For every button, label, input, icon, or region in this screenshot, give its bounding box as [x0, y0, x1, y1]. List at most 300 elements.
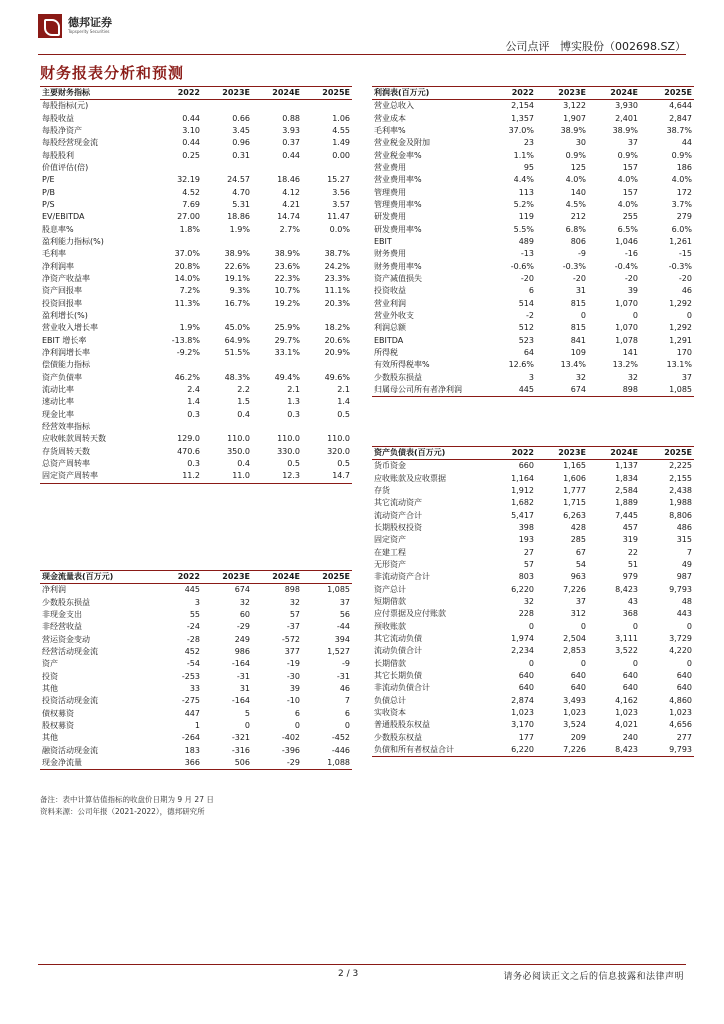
cell-value: 1,974	[511, 633, 534, 643]
table-row	[40, 744, 352, 756]
year-header: 2023E	[536, 447, 588, 460]
cell-value: 350.0	[227, 446, 250, 456]
cell-value	[252, 359, 302, 371]
cell-value: 64.9%	[224, 335, 250, 345]
cell-value: 172	[676, 187, 692, 197]
cell-value: 0	[244, 720, 250, 730]
cell-value: 0.5	[287, 459, 300, 469]
company-name: 博实股份（002698.SZ）	[559, 40, 686, 53]
cell-value: 0	[528, 658, 534, 668]
cell-value: -402	[281, 733, 300, 743]
cell-value: 32	[627, 372, 638, 382]
cell-value: -446	[331, 745, 350, 755]
cell-value: 38.9%	[560, 125, 586, 135]
cell-value: 33	[189, 683, 200, 693]
table-row	[40, 732, 352, 744]
table-row	[40, 670, 352, 682]
cell-value: 0.25	[182, 150, 200, 160]
cell-value: 8,423	[588, 744, 640, 757]
logo-name-en: Topsperity Securities	[68, 29, 110, 34]
table-row	[40, 322, 352, 334]
table-row	[40, 162, 352, 174]
cell-value: 46	[681, 286, 692, 296]
table-row	[372, 298, 694, 310]
table-row	[40, 248, 352, 260]
cell-value: 2.1	[337, 385, 350, 395]
row-label: 归属母公司所有者净利润	[372, 384, 484, 397]
cell-value: 31	[239, 683, 250, 693]
table-row	[372, 223, 694, 235]
table-header-row	[372, 87, 694, 100]
cell-value: 13.4%	[560, 360, 586, 370]
cell-value: 445	[184, 585, 200, 595]
cell-value: -20	[520, 273, 534, 283]
cell-value: 0.96	[232, 138, 250, 148]
table-row	[40, 347, 352, 359]
cell-value	[202, 359, 252, 371]
cell-value: 110.0	[227, 434, 250, 444]
cell-value: 979	[622, 572, 638, 582]
note-source: 资料来源：公司年报（2021-2022），德邦研究所	[40, 807, 205, 816]
cell-value: 49	[681, 559, 692, 569]
cell-value: 37.0%	[508, 125, 534, 135]
cell-value: 1,261	[669, 236, 692, 246]
cell-value: 14.7	[302, 470, 352, 483]
cell-value: 470.6	[177, 446, 200, 456]
cell-value: 0	[632, 311, 638, 321]
cell-value: 64	[523, 348, 534, 358]
cell-value: 1,023	[669, 708, 692, 718]
cell-value: 20.9%	[324, 348, 350, 358]
table-row	[372, 633, 694, 645]
year-header: 2024E	[252, 87, 302, 100]
cell-value: 0	[344, 720, 350, 730]
cell-value: 2.2	[237, 385, 250, 395]
table-row	[40, 470, 352, 483]
table-row	[40, 421, 352, 433]
table-row	[40, 100, 352, 113]
cell-value: 140	[570, 187, 586, 197]
row-label: 盈利增长(%)	[42, 311, 88, 321]
cell-value: 6,220	[511, 584, 534, 594]
row-label: 资产回报率	[42, 286, 82, 296]
cell-value: 32	[523, 596, 534, 606]
table-row	[372, 211, 694, 223]
cell-value: 14.74	[277, 212, 300, 222]
row-label: 每股经营现金流	[42, 138, 98, 148]
cell-value: 23	[523, 138, 534, 148]
row-label: 资产	[42, 659, 58, 669]
cell-value: 32	[239, 597, 250, 607]
table-row	[372, 670, 694, 682]
cell-value: 6.5%	[617, 224, 638, 234]
cell-value: 22.6%	[224, 261, 250, 271]
cell-value: 368	[622, 609, 638, 619]
row-label: 管理费用率%	[374, 199, 422, 209]
cell-value: 0.4	[237, 409, 250, 419]
table-row	[40, 446, 352, 458]
cell-value: 2,504	[563, 633, 586, 643]
row-label: 每股指标(元)	[42, 101, 89, 111]
cell-value: 0.9%	[671, 150, 692, 160]
row-label: 营业税金及附加	[374, 138, 430, 148]
row-label: 存货	[374, 485, 390, 495]
cell-value: 6,263	[563, 510, 586, 520]
row-label: 资产总计	[374, 584, 406, 594]
table-row	[40, 633, 352, 645]
table-row	[372, 559, 694, 571]
cell-value: 2,853	[563, 646, 586, 656]
balance-sheet-table	[372, 446, 694, 757]
table-row	[372, 571, 694, 583]
row-label: 营业费用率%	[374, 175, 422, 185]
footer-divider	[38, 964, 686, 965]
cell-value: 0.00	[332, 150, 350, 160]
cell-value: 4,656	[669, 720, 692, 730]
cell-value: -0.4%	[614, 261, 638, 271]
cell-value: 110.0	[277, 434, 300, 444]
cell-value: 5,417	[511, 510, 534, 520]
cell-value: 377	[284, 646, 300, 656]
cell-value: 7,226	[563, 584, 586, 594]
cell-value: 0	[580, 311, 586, 321]
cell-value: 109	[570, 348, 586, 358]
row-label: 其他	[42, 683, 58, 693]
cell-value: 19.1%	[224, 273, 250, 283]
row-label: 营业总收入	[374, 101, 414, 111]
row-label: 管理费用	[374, 187, 406, 197]
cell-value: 30	[575, 138, 586, 148]
cell-value: 660	[518, 461, 534, 471]
table-row	[372, 509, 694, 521]
cell-value: 1,046	[615, 236, 638, 246]
cell-value: 1,988	[669, 498, 692, 508]
cell-value	[302, 100, 352, 113]
table-row	[372, 186, 694, 198]
cell-value: -37	[286, 622, 300, 632]
row-label: 非经营收益	[42, 622, 82, 632]
cash-flow-table	[40, 570, 352, 770]
cell-value: 60	[239, 609, 250, 619]
row-label: 速动比率	[42, 397, 74, 407]
disclaimer: 请务必阅读正文之后的信息披露和法律声明	[503, 972, 684, 982]
cell-value	[152, 421, 202, 433]
cell-value: 4.70	[232, 187, 250, 197]
table-row	[40, 186, 352, 198]
table-row	[40, 174, 352, 186]
cell-value: -29	[252, 757, 302, 770]
row-label: 经营活动现金流	[42, 646, 98, 656]
table-row	[40, 236, 352, 248]
cell-value: 4.0%	[671, 175, 692, 185]
cell-value: 209	[570, 732, 586, 742]
cell-value: 49.6%	[324, 372, 350, 382]
cell-value: 141	[622, 348, 638, 358]
cell-value: 186	[676, 162, 692, 172]
cell-value: 22	[627, 547, 638, 557]
table-row	[40, 596, 352, 608]
cell-value: 8,423	[615, 584, 638, 594]
table-title: 主要财务指标	[40, 87, 152, 100]
cell-value: 9,793	[640, 744, 694, 757]
cell-value: 1,023	[615, 708, 638, 718]
cell-value	[152, 100, 202, 113]
cell-value: 279	[676, 212, 692, 222]
row-label: 盈利能力指标(%)	[42, 236, 104, 246]
row-label: P/E	[42, 175, 55, 185]
cell-value: 4.0%	[617, 175, 638, 185]
table-row	[40, 285, 352, 297]
cell-value: -164	[231, 696, 250, 706]
cell-value: -164	[231, 659, 250, 669]
year-header: 2022	[152, 87, 202, 100]
cell-value: 1.4	[187, 397, 200, 407]
row-label: 固定资产周转率	[40, 470, 152, 483]
table-notes	[40, 794, 214, 818]
cell-value: 212	[570, 212, 586, 222]
cell-value: -0.3%	[668, 261, 692, 271]
cell-value: 177	[518, 732, 534, 742]
table-row	[372, 260, 694, 272]
row-label: 非流动负债合计	[374, 683, 430, 693]
cell-value: 1,357	[511, 113, 534, 123]
cell-value: 1,137	[615, 461, 638, 471]
row-label: 无形资产	[374, 559, 406, 569]
cell-value: 1,777	[563, 485, 586, 495]
table-row	[372, 707, 694, 719]
cell-value: 3.57	[332, 199, 350, 209]
cell-value: 0	[580, 658, 586, 668]
cell-value: 1.1%	[513, 150, 534, 160]
cell-value: -28	[186, 634, 200, 644]
cell-value: 312	[570, 609, 586, 619]
cell-value: 640	[518, 683, 534, 693]
cell-value: 18.2%	[324, 323, 350, 333]
cell-value: 3	[194, 597, 200, 607]
cell-value: 46.2%	[174, 372, 200, 382]
cell-value: 32	[575, 372, 586, 382]
cell-value: 6	[294, 708, 300, 718]
table-row	[372, 608, 694, 620]
row-label: 资产减值损失	[374, 273, 422, 283]
cell-value: 228	[518, 609, 534, 619]
row-label: EBITDA	[374, 335, 404, 345]
cell-value: 44	[681, 138, 692, 148]
row-label: 研发费用率%	[374, 224, 422, 234]
cell-value: -20	[624, 273, 638, 283]
table-row	[40, 310, 352, 322]
cell-value	[302, 162, 352, 174]
row-label: 其他	[42, 733, 58, 743]
cell-value: 16.7%	[224, 298, 250, 308]
cell-value: 57	[289, 609, 300, 619]
cell-value	[202, 421, 252, 433]
cell-value: 1,078	[615, 335, 638, 345]
cell-value: 445	[484, 384, 536, 397]
row-label: 所得税	[374, 348, 398, 358]
table-row	[40, 199, 352, 211]
row-label: 债权募资	[42, 708, 74, 718]
cell-value: 11.2	[152, 470, 202, 483]
cell-value: 170	[676, 348, 692, 358]
cell-value: 24.2%	[324, 261, 350, 271]
row-label: 融资活动现金流	[42, 745, 98, 755]
cell-value: -13.8%	[171, 335, 200, 345]
cell-value: 23.6%	[274, 261, 300, 271]
row-label: 投资	[42, 671, 58, 681]
row-label: 在建工程	[374, 547, 406, 557]
cell-value: -572	[281, 634, 300, 644]
table-row	[372, 137, 694, 149]
cell-value: 1,527	[327, 646, 350, 656]
cell-value: 2.4	[187, 385, 200, 395]
income-statement-table	[372, 86, 694, 397]
row-label: 毛利率%	[374, 125, 406, 135]
report-type: 公司点评	[505, 40, 550, 53]
cell-value: 2.1	[287, 385, 300, 395]
cell-value: 37	[339, 597, 350, 607]
row-label: 营业税金率%	[374, 150, 422, 160]
cell-value: 0.44	[182, 113, 200, 123]
table-row	[40, 621, 352, 633]
cell-value: 640	[518, 671, 534, 681]
cell-value: -20	[572, 273, 586, 283]
cell-value: 125	[570, 162, 586, 172]
table-row	[40, 359, 352, 371]
cell-value: 46	[339, 683, 350, 693]
year-header: 2022	[152, 571, 202, 584]
table-row	[372, 384, 694, 397]
page-number: 2 / 3	[338, 969, 359, 979]
cell-value: 7.2%	[179, 286, 200, 296]
table-row	[372, 162, 694, 174]
cell-value: 1.8%	[179, 224, 200, 234]
cell-value: 20.3%	[324, 298, 350, 308]
cell-value: 67	[575, 547, 586, 557]
cell-value: 0.9%	[565, 150, 586, 160]
cell-value: 1,834	[615, 473, 638, 483]
row-label: 营业利润	[374, 298, 406, 308]
row-label: 净资产收益率	[42, 273, 90, 283]
cell-value: 394	[334, 634, 350, 644]
row-label: 固定资产	[374, 535, 406, 545]
row-label: 非流动资产合计	[374, 572, 430, 582]
cell-value: 2,874	[511, 695, 534, 705]
cell-value: 0.3	[187, 409, 200, 419]
row-label: 长期股权投资	[374, 522, 422, 532]
cell-value: 55	[189, 609, 200, 619]
row-label: 总资产周转率	[42, 459, 90, 469]
row-label: 负债和所有者权益合计	[372, 744, 484, 757]
cell-value: 1.3	[287, 397, 300, 407]
cell-value: 3.56	[332, 187, 350, 197]
table-row	[372, 335, 694, 347]
row-label: P/S	[42, 199, 55, 209]
cell-value: 37	[575, 596, 586, 606]
cell-value: 640	[570, 671, 586, 681]
cell-value: 38.9%	[612, 125, 638, 135]
cell-value: 39	[627, 286, 638, 296]
row-label: EBIT 增长率	[42, 335, 87, 345]
cell-value: 1.4	[337, 397, 350, 407]
table-row	[372, 522, 694, 534]
table-row	[372, 347, 694, 359]
table-row	[372, 112, 694, 124]
cell-value: 512	[518, 323, 534, 333]
cell-value: 0.66	[232, 113, 250, 123]
year-header: 2024E	[252, 571, 302, 584]
cell-value: 1,070	[615, 323, 638, 333]
cell-value: -253	[181, 671, 200, 681]
cell-value: 428	[570, 522, 586, 532]
table-row	[40, 372, 352, 384]
row-label: 少数股东损益	[374, 372, 422, 382]
section-title: 财务报表分析和预测	[40, 64, 185, 82]
cell-value: 3,729	[669, 633, 692, 643]
table-row	[372, 744, 694, 757]
cell-value: 27.00	[177, 212, 200, 222]
cell-value: 815	[570, 323, 586, 333]
cell-value: 1,088	[302, 757, 352, 770]
cell-value: 0.5	[337, 409, 350, 419]
row-label: 负债总计	[374, 695, 406, 705]
cell-value: 0.31	[232, 150, 250, 160]
logo-name-cn: 德邦证券	[68, 16, 112, 29]
row-label: 研发费用	[374, 212, 406, 222]
cell-value	[252, 421, 302, 433]
cell-value: 0.5	[337, 459, 350, 469]
table-row	[40, 707, 352, 719]
cell-value: 0.44	[282, 150, 300, 160]
cell-value: 0.44	[182, 138, 200, 148]
row-label: 有效所得税率%	[374, 360, 430, 370]
cell-value: 0	[580, 621, 586, 631]
cell-value: 13.2%	[612, 360, 638, 370]
row-label: 实收资本	[374, 708, 406, 718]
table-row	[372, 645, 694, 657]
cell-value: 640	[622, 683, 638, 693]
cell-value: 1,164	[511, 473, 534, 483]
cell-value: 0	[686, 621, 692, 631]
cell-value: 0.3	[287, 409, 300, 419]
cell-value	[302, 359, 352, 371]
logo-icon	[38, 14, 62, 38]
row-label: 流动比率	[42, 385, 74, 395]
table-title: 现金流量表(百万元)	[40, 571, 152, 584]
cell-value: 330.0	[277, 446, 300, 456]
cell-value: 1,085	[327, 585, 350, 595]
cell-value: 506	[202, 757, 252, 770]
cell-value: 4.0%	[565, 175, 586, 185]
cell-value: 32	[289, 597, 300, 607]
year-header: 2024E	[588, 447, 640, 460]
year-header: 2025E	[302, 571, 352, 584]
row-label: 价值评估(倍)	[42, 162, 89, 172]
cell-value: 37.0%	[174, 249, 200, 259]
table-row	[40, 609, 352, 621]
table-row	[40, 658, 352, 670]
row-label: 投资回报率	[42, 298, 82, 308]
row-label: 其它流动资产	[374, 498, 422, 508]
cell-value: -0.3%	[562, 261, 586, 271]
table-row	[372, 273, 694, 285]
cell-value: 5	[244, 708, 250, 718]
row-label: 长期借款	[374, 658, 406, 668]
row-label: 流动资产合计	[374, 510, 422, 520]
cell-value: 1,023	[511, 708, 534, 718]
cell-value: 4,162	[615, 695, 638, 705]
cell-value	[152, 310, 202, 322]
